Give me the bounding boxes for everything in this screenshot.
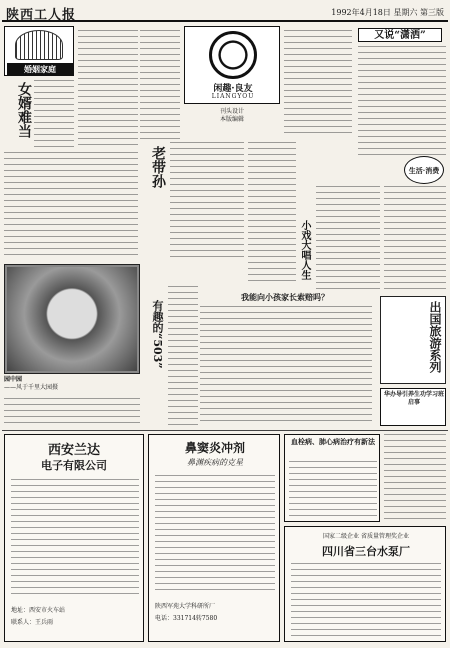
design-credit bbox=[184, 108, 280, 134]
article-text-right-lifestyle bbox=[384, 186, 446, 292]
sichuan-label: 国家二级企业 省质量管理奖企业 bbox=[323, 533, 409, 540]
nasal-company: 陕西军苑大学科研所厂 bbox=[155, 603, 216, 610]
article-text-503 bbox=[168, 286, 198, 426]
column-title-again-stylish: 又说“潇洒” bbox=[358, 28, 442, 42]
story-title-interesting-503: 有趣的“503” bbox=[151, 300, 164, 369]
qigong-class-title: 华办导引养生功学习班启事 bbox=[383, 391, 444, 406]
vertical-story-title: 小戏大唱人生 bbox=[299, 220, 310, 280]
article-text-right-top bbox=[358, 46, 446, 156]
article-text-left-bottom bbox=[4, 398, 140, 426]
design-credit-label: 刊头设计 bbox=[219, 108, 244, 115]
garden-moon-gate-image bbox=[7, 267, 137, 371]
masthead bbox=[2, 4, 448, 22]
nasal-body-text bbox=[155, 475, 275, 595]
editor-credit-label: 本版编辑 bbox=[219, 116, 244, 123]
article-text-left-a bbox=[34, 80, 74, 150]
sanda-name: 西安兰达 bbox=[47, 443, 100, 458]
bottom-ads-divider bbox=[2, 430, 448, 431]
qigong-class-notice bbox=[380, 388, 446, 426]
nasal-title: 鼻窦炎冲剂 bbox=[184, 441, 245, 455]
liangyou-logo bbox=[184, 26, 280, 104]
sanda-electronics-ad bbox=[4, 434, 144, 642]
liangyou-logo-latin: LIANGYOU bbox=[211, 93, 255, 100]
sichuan-pump-ad bbox=[284, 526, 446, 642]
issue-info bbox=[331, 7, 444, 18]
nasal-granules-ad bbox=[148, 434, 280, 642]
issue-date: 1992年4月18日 bbox=[331, 8, 391, 17]
calligraphy-ad bbox=[380, 296, 446, 384]
story-title-compensation: 我能向小孩家长索赔吗？ bbox=[241, 292, 329, 302]
sanda-contact: 联系人：王兵雨 bbox=[11, 619, 54, 626]
column-logo-label: 婚姻家庭 bbox=[7, 63, 73, 75]
story-title-old-with-grandson: 老带孙 bbox=[150, 146, 166, 188]
article-text-center-right bbox=[248, 142, 296, 282]
sichuan-title: 四川省三台水泵厂 bbox=[322, 545, 410, 558]
thrombosis-treatment-ad bbox=[284, 434, 380, 522]
photo-caption bbox=[4, 376, 140, 396]
nasal-subtitle: 鼻渊疾病的克星 bbox=[187, 458, 243, 467]
newspaper-title: 陕西工人报 bbox=[6, 8, 77, 23]
liangyou-emblem-icon bbox=[209, 31, 257, 79]
thrombosis-title: 血栓病、肺心病治疗有新法 bbox=[291, 437, 375, 446]
issue-weekday: 星期六 bbox=[393, 8, 418, 17]
sichuan-body-text bbox=[291, 563, 441, 637]
lifestyle-column-tag bbox=[404, 156, 444, 184]
calligraphy-ad-title: 出国旅游系列 bbox=[428, 301, 442, 373]
article-text-center-top bbox=[284, 30, 352, 138]
garden-photo bbox=[4, 264, 140, 374]
sanda-name-line2: 电子有限公司 bbox=[41, 459, 107, 472]
article-text-left-b bbox=[4, 152, 138, 260]
page-number: 第三版 bbox=[420, 8, 444, 17]
sanda-body-text bbox=[11, 479, 139, 599]
photo-caption-title: 园中园 bbox=[4, 376, 23, 383]
column-logo-box bbox=[4, 26, 74, 76]
article-text-left-c bbox=[140, 30, 180, 142]
sanda-address: 地址：西安市火车站 bbox=[11, 607, 66, 614]
article-text-right-mid bbox=[316, 186, 380, 292]
nasal-phone: 电话：331714转7580 bbox=[155, 615, 218, 622]
lifestyle-tag-label: 生活·消费 bbox=[408, 166, 440, 175]
qigong-class-body bbox=[384, 434, 446, 522]
thrombosis-body-text bbox=[289, 461, 377, 519]
article-text-grandson bbox=[170, 142, 244, 262]
liangyou-logo-title: 闲趣·良友 bbox=[213, 84, 253, 94]
couple-illustration-icon bbox=[15, 30, 63, 60]
article-text-right-a bbox=[78, 30, 138, 150]
article-text-compensation bbox=[200, 306, 372, 426]
headline-female-son-in-law: 女婿难当 bbox=[16, 82, 32, 138]
photo-caption-credit: ——风于千里大园摄 bbox=[4, 384, 59, 391]
